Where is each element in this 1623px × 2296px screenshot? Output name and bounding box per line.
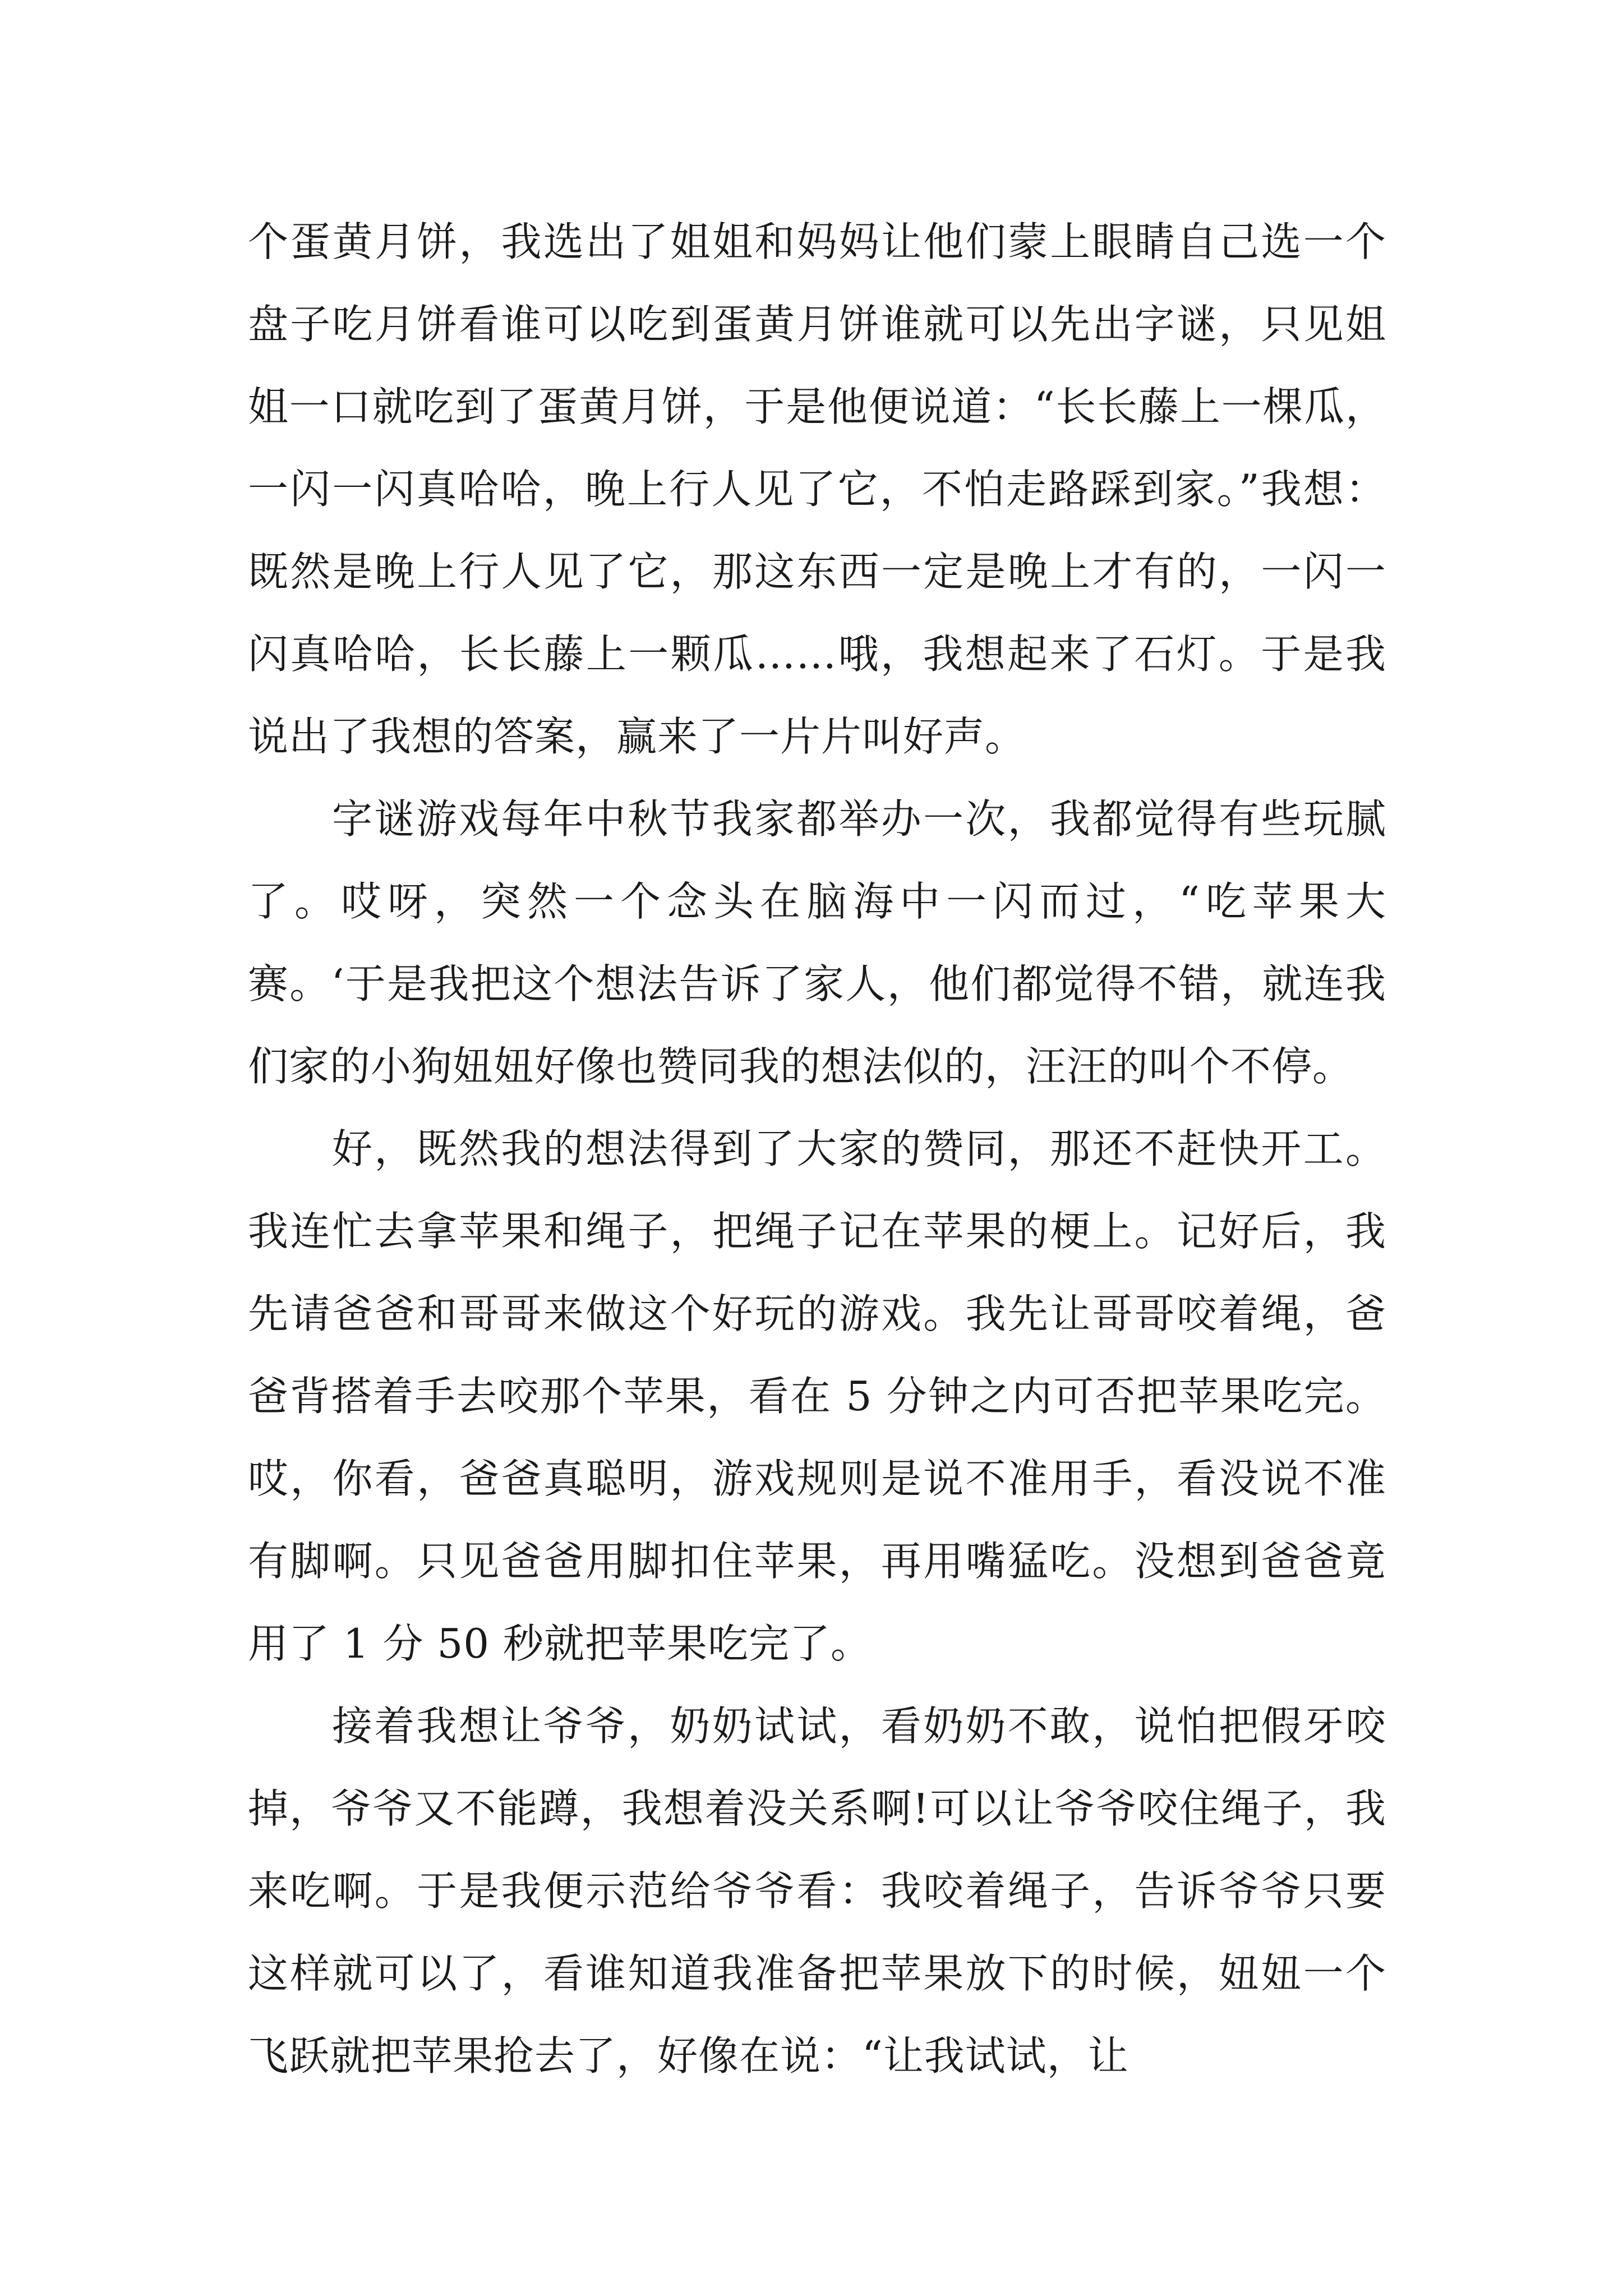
paragraph-continuation: 个蛋黄月饼，我选出了姐姐和妈妈让他们蒙上眼睛自己选一个盘子吃月饼看谁可以吃到蛋黄月饼谁就可以先出字谜，只见姐姐一口就吃到了蛋黄月饼，于是他便说道：“长长藤上一棵瓜，一闪一闪真哈哈，晚上行人见了它，不怕走路踩到家。”我想：既然是晚上行人见了它，那这东西一定是晚上才有的，一闪一闪真哈哈，长长藤上一颗瓜……哦，我想起来了石灯。于是我说出了我想的答案，赢来了一片片叫好声。: [248, 218, 1386, 760]
paragraph-riddle-game: 字谜游戏每年中秋节我家都举办一次，我都觉得有些玩腻了。哎呀，突然一个念头在脑海中一闪而过，“吃苹果大赛。‘于是我把这个想法告诉了家人，他们都觉得不错，就连我们家的小狗妞妞好像也赞同我的想法似的，汪汪的叫个不停。: [248, 795, 1386, 1090]
essay-body: [248, 201, 1386, 2097]
paragraph-apple-contest: 好，既然我的想法得到了大家的赞同，那还不赶快开工。我连忙去拿苹果和绳子，把绳子记在苹果的梗上。记好后，我先请爸爸和哥哥来做这个好玩的游戏。我先让哥哥咬着绳，爸爸背搭着手去咬那个苹果，看在 5 分钟之内可否把苹果吃完。哎，你看，爸爸真聪明，游戏规则是说不准用手，看没说不准有脚啊。只见爸爸用脚扣住苹果，再用嘴猛吃。没想到爸爸竟用了 1 分 50 秒就把苹果吃完了。: [248, 1125, 1386, 1667]
paragraph-grandparents: 接着我想让爷爷，奶奶试试，看奶奶不敢，说怕把假牙咬掉，爷爷又不能蹲，我想着没关系啊!可以让爷爷咬住绳子，我来吃啊。于是我便示范给爷爷看：我咬着绳子，告诉爷爷只要这样就可以了，看谁知道我准备把苹果放下的时候，妞妞一个飞跃就把苹果抢去了，好像在说：“让我试试，让: [248, 1703, 1386, 2079]
